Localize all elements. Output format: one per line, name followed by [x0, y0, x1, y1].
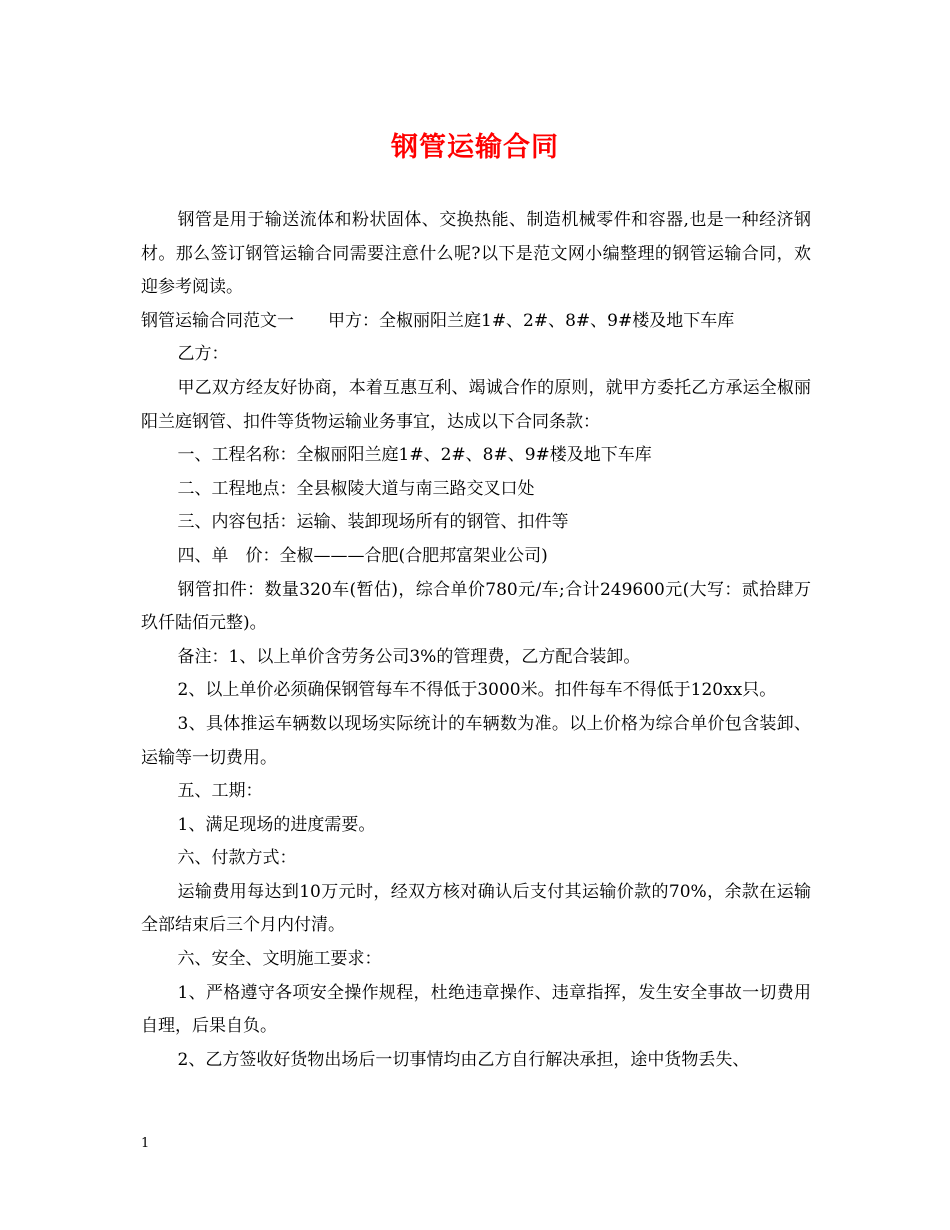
paragraph: 钢管是用于输送流体和粉状固体、交换热能、制造机械零件和容器,也是一种经济钢材。那么签订钢管运输合同需要注意什么呢?以下是范文网小编整理的钢管运输合同，欢迎参考阅读。 — [141, 210, 811, 298]
document-title: 钢管运输合同 — [391, 132, 559, 163]
paragraph: 一、工程名称：全椒丽阳兰庭1#、2#、8#、9#楼及地下车库 — [177, 445, 652, 466]
paragraph: 钢管运输合同范文一 甲方：全椒丽阳兰庭1#、2#、8#、9#楼及地下车库 — [141, 310, 735, 331]
paragraph: 备注：1、以上单价含劳务公司3%的管理费，乙方配合装卸。 — [177, 646, 641, 667]
paragraph: 3、具体推运车辆数以现场实际统计的车辆数为准。以上价格为综合单价包含装卸、运输等一切费用。 — [141, 713, 811, 768]
paragraph: 钢管扣件：数量320车(暂估)，综合单价780元/车;合计249600元(大写：贰拾肆万玖仟陆佰元整)。 — [141, 579, 811, 634]
paragraph: 六、安全、文明施工要求： — [177, 949, 382, 970]
paragraph: 三、内容包括：运输、装卸现场所有的钢管、扣件等 — [177, 512, 569, 533]
paragraph: 五、工期： — [177, 781, 263, 802]
paragraph: 2、乙方签收好货物出场后一切事情均由乙方自行解决承担，途中货物丢失、 — [177, 1049, 750, 1070]
paragraph: 2、以上单价必须确保钢管每车不得低于3000米。扣件每车不得低于120xx只。 — [177, 680, 777, 701]
page-number: 1 — [141, 1136, 150, 1151]
paragraph: 四、单 价：全椒———合肥(合肥邦富架业公司) — [177, 545, 548, 566]
paragraph: 1、满足现场的进度需要。 — [177, 814, 376, 835]
paragraph: 六、付款方式： — [177, 848, 297, 869]
paragraph: 甲乙双方经友好协商，本着互惠互利、竭诚合作的原则，就甲方委托乙方承运全椒丽阳兰庭钢管、扣件等货物运输业务事宜，达成以下合同条款： — [141, 377, 811, 432]
paragraph: 1、严格遵守各项安全操作规程，杜绝违章操作、违章指挥，发生安全事故一切费用自理，后果自负。 — [141, 982, 811, 1037]
paragraph: 二、工程地点：全县椒陵大道与南三路交叉口处 — [177, 478, 535, 499]
paragraph: 乙方： — [177, 344, 229, 365]
document-body — [141, 204, 811, 1077]
paragraph: 运输费用每达到10万元时，经双方核对确认后支付其运输价款的70%，余款在运输全部结束后三个月内付清。 — [141, 881, 811, 936]
